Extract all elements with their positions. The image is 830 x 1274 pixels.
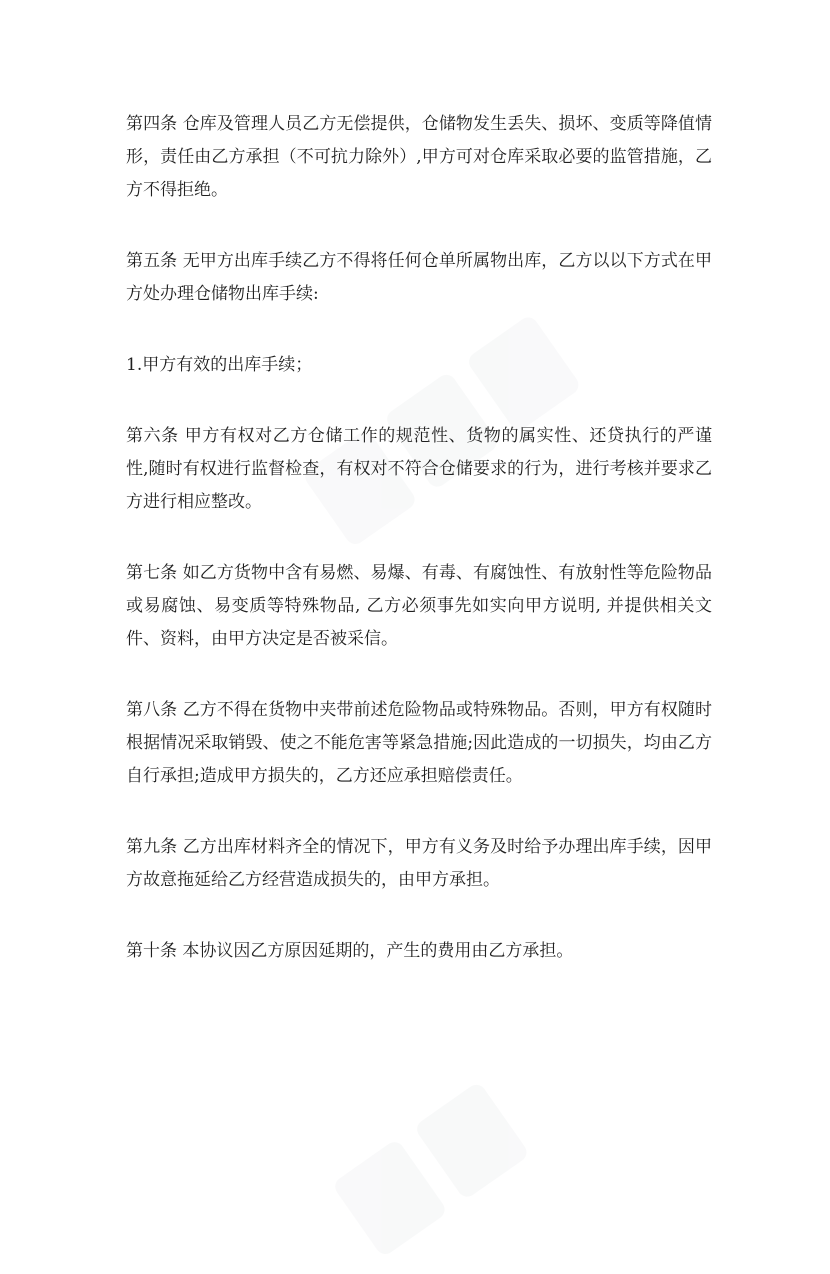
watermark-graphic xyxy=(320,996,640,1274)
clause-8-paragraph: 第八条 乙方不得在货物中夹带前述危险物品或特殊物品。否则，甲方有权随时根据情况采取销毁、使之不能危害等紧急措施;因此造成的一切损失，均由乙方自行承担;造成甲方损失的，乙方还应承担赔偿责任。 xyxy=(126,700,712,786)
clause-5-item-1-paragraph: 1.甲方有效的出库手续； xyxy=(126,355,313,375)
clause-6-paragraph: 第六条 甲方有权对乙方仓储工作的规范性、货物的属实性、还贷执行的严谨性,随时有权进行监督检查，有权对不符合仓储要求的行为，进行考核并要求乙方进行相应整改。 xyxy=(126,426,712,512)
clause-5-paragraph: 第五条 无甲方出库手续乙方不得将任何仓单所属物出库，乙方以以下方式在甲方处办理仓储物出库手续: xyxy=(126,251,712,304)
document-body xyxy=(126,108,712,1006)
clause-9-paragraph: 第九条 乙方出库材料齐全的情况下，甲方有义务及时给予办理出库手续，因甲方故意拖延给乙方经营造成损失的，由甲方承担。 xyxy=(126,837,712,890)
clause-10-paragraph: 第十条 本协议因乙方原因延期的，产生的费用由乙方承担。 xyxy=(126,941,574,961)
clause-7-paragraph: 第七条 如乙方货物中含有易燃、易爆、有毒、有腐蚀性、有放射性等危险物品或易腐蚀、易变质等特殊物品, 乙方必须事先如实向甲方说明, 并提供相关文件、资料，由甲方决定是否被采信。 xyxy=(126,563,712,649)
clause-4-paragraph: 第四条 仓库及管理人员乙方无偿提供，仓储物发生丢失、损坏、变质等降值情形，责任由乙方承担（不可抗力除外）,甲方可对仓库采取必要的监管措施，乙方不得拒绝。 xyxy=(126,114,712,200)
